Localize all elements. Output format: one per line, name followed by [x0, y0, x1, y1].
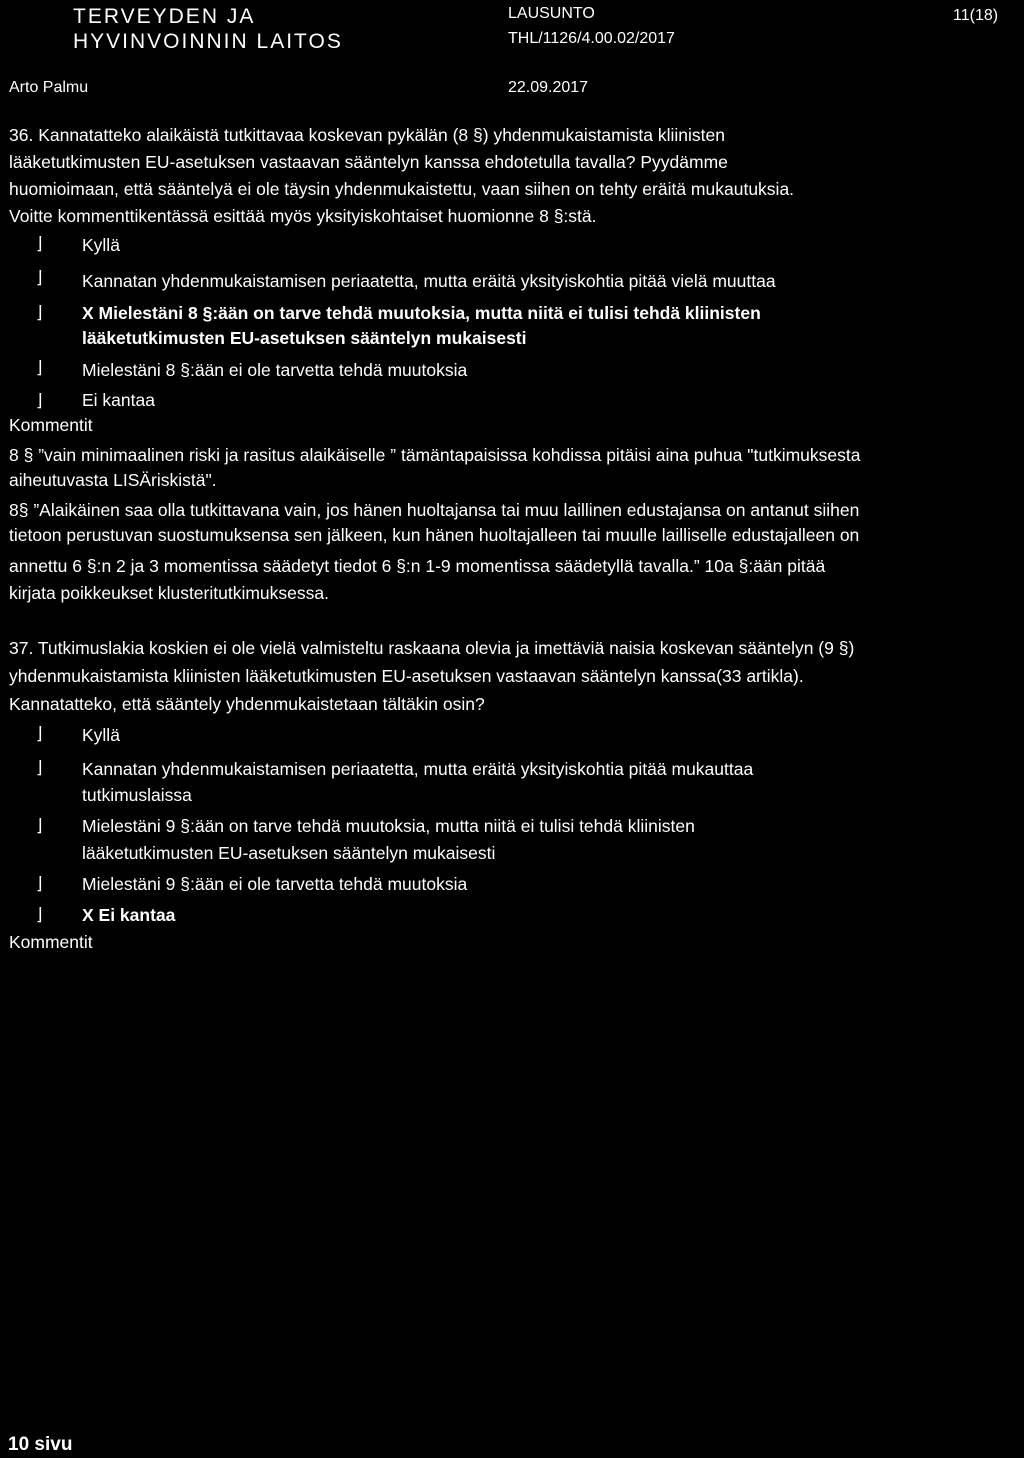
q37-comments-label: Kommentit [9, 932, 93, 952]
checkbox-icon: ⌋ [36, 816, 43, 835]
q36-option-selected-cont: lääketutkimusten EU-asetuksen sääntelyn mukaisesti [82, 328, 527, 348]
checkbox-icon: ⌋ [36, 303, 43, 322]
checkbox-icon: ⌋ [36, 758, 43, 777]
checkbox-icon: ⌋ [36, 724, 43, 743]
org-name-line1: TERVEYDEN JA [73, 5, 256, 28]
document-date: 22.09.2017 [508, 79, 589, 96]
page-number: 11(18) [953, 7, 999, 24]
q36-comment-line: annettu 6 §:n 2 ja 3 momentissa säädetyt tiedot 6 §:n 1-9 momentissa säädetyllä tavalla.” 10a §:ään pitää [9, 556, 826, 576]
q37-option-change-cont: lääketutkimusten EU-asetuksen sääntelyn mukaisesti [82, 843, 496, 863]
q36-option-no-opinion: Ei kantaa [82, 390, 155, 410]
q36-option-yes: Kyllä [82, 235, 120, 255]
q36-comment-line: 8 § ”vain minimaalinen riski ja rasitus alaikäiselle ” tämäntapaisissa kohdissa pitäisi aina puhua "tutkimuksesta [9, 445, 861, 465]
q37-text-line: Kannatatteko, että sääntely yhdenmukaistetaan tältäkin osin? [9, 694, 485, 714]
q37-option-principle: Kannatan yhdenmukaistamisen periaatetta, mutta eräitä yksityiskohtia pitää mukauttaa [82, 759, 754, 779]
checkbox-icon: ⌋ [36, 391, 43, 410]
checkbox-icon: ⌋ [36, 874, 43, 893]
q37-option-selected: X Ei kantaa [82, 905, 176, 925]
q37-option-principle-cont: tutkimuslaissa [82, 785, 192, 805]
checkbox-icon: ⌋ [36, 268, 43, 287]
document-number: THL/1126/4.00.02/2017 [508, 30, 675, 47]
q37-text-line: yhdenmukaistamista kliinisten lääketutkimusten EU-asetuksen vastaavan sääntelyn kanssa(33 artikla). [9, 666, 804, 686]
q36-comment-line: kirjata poikkeukset klusteritutkimuksessa. [9, 583, 329, 603]
checkbox-icon: ⌋ [36, 905, 43, 924]
author-name: Arto Palmu [9, 79, 89, 96]
checkbox-icon: ⌋ [36, 358, 43, 377]
q36-text-line: Voitte kommenttikentässä esittää myös yksityiskohtaiset huomionne 8 §:stä. [9, 206, 597, 226]
q36-option-principle: Kannatan yhdenmukaistamisen periaatetta, mutta eräitä yksityiskohtia pitää vielä muuttaa [82, 271, 776, 291]
q36-comment-line: aiheutuvasta LISÄriskistä". [9, 470, 217, 490]
checkbox-icon: ⌋ [36, 234, 43, 253]
q37-option-change: Mielestäni 9 §:ään on tarve tehdä muutoksia, mutta niitä ei tulisi tehdä kliinisten [82, 816, 695, 836]
q36-comments-label: Kommentit [9, 415, 93, 435]
q36-text-line: huomioimaan, että sääntelyä ei ole täysin yhdenmukaistettu, vaan siihen on tehty eräitä mukautuksia. [9, 179, 795, 199]
q37-option-yes: Kyllä [82, 725, 120, 745]
q36-text-line: 36. Kannatatteko alaikäistä tutkittavaa koskevan pykälän (8 §) yhdenmukaistamista kliinisten [9, 125, 725, 145]
q37-text-line: 37. Tutkimuslakia koskien ei ole vielä valmisteltu raskaana olevia ja imettäviä naisia koskevan sääntelyn (9 §) [9, 638, 855, 658]
q37-option-no-change: Mielestäni 9 §:ään ei ole tarvetta tehdä muutoksia [82, 874, 468, 894]
q36-text-line: lääketutkimusten EU-asetuksen vastaavan sääntelyn kanssa ehdotetulla tavalla? Pyydämme [9, 152, 728, 172]
q36-option-no-change: Mielestäni 8 §:ään ei ole tarvetta tehdä muutoksia [82, 360, 468, 380]
page-footer-label: 10 sivu [8, 1434, 73, 1455]
q36-option-selected: X Mielestäni 8 §:ään on tarve tehdä muutoksia, mutta niitä ei tulisi tehdä kliinisten [82, 303, 761, 323]
q36-comment-line: tietoon perustuvan suostumuksensa sen jälkeen, kun hänen huoltajalleen tai muulle lailliselle edustajalleen on [9, 525, 860, 545]
org-name-line2: HYVINVOINNIN LAITOS [73, 30, 343, 53]
document-type: LAUSUNTO [508, 5, 595, 22]
q36-comment-line: 8§ ”Alaikäinen saa olla tutkittavana vain, jos hänen huoltajansa tai muu laillinen edustajansa on antanut siihen [9, 500, 860, 520]
